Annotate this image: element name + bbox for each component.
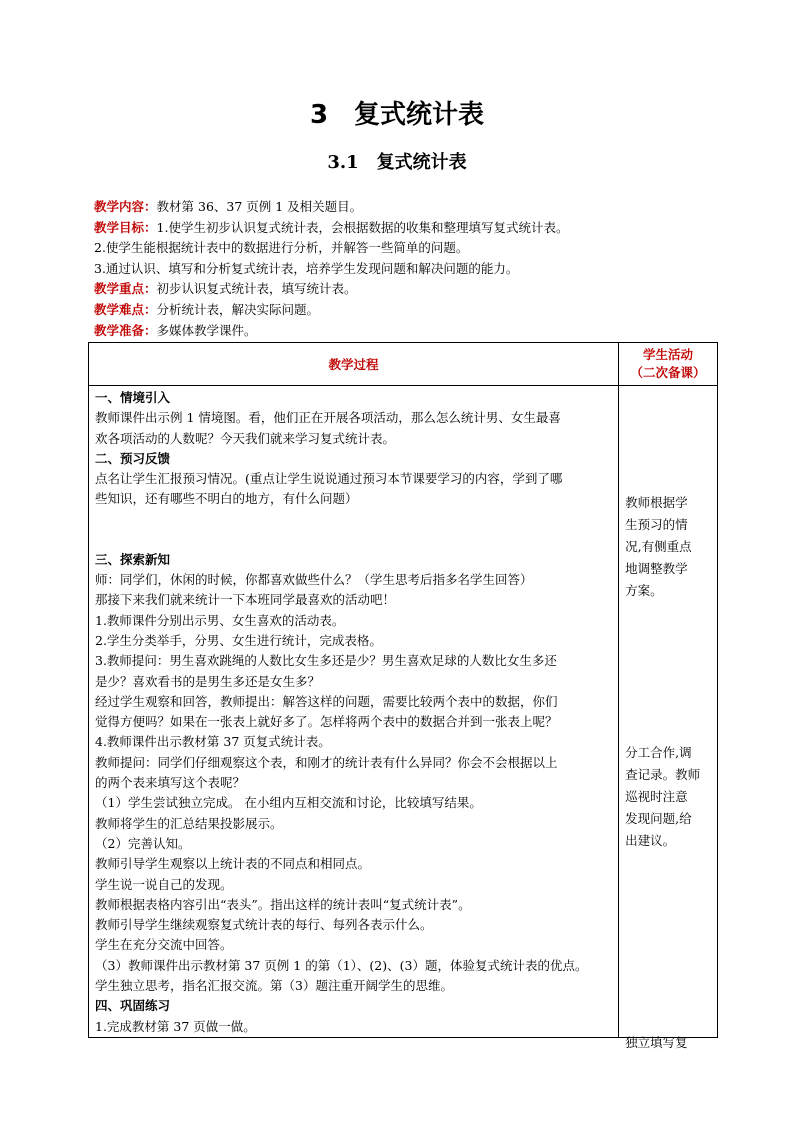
student-activity-line: 查记录。教师 [625, 767, 701, 782]
lesson-meta [94, 197, 714, 341]
meta-text: 2.使学生能根据统计表中的数据进行分析，并解答一些简单的问题。 [94, 240, 469, 256]
meta-line [94, 259, 714, 280]
meta-text: 3.通过认识、填写和分析复式统计表，培养学生发现问题和解决问题的能力。 [94, 260, 519, 276]
process-heading: 一、情境引入 [95, 390, 171, 405]
process-line: 教师引导学生继续观察复式统计表的每行、每列各表示什么。 [95, 917, 433, 933]
process-line: 觉得方便吗？如果在一张表上就好多了。怎样将两个表中的数据合并到一张表上呢？ [95, 714, 558, 730]
process-line: 1.完成教材第 37 页做一做。 [95, 1018, 256, 1034]
student-activity-line: 分工合作,调 [625, 745, 692, 760]
meta-label: 教学难点： [94, 301, 157, 317]
meta-line [94, 300, 714, 321]
process-line: 教师课件出示例 1 情境图。看，他们正在开展各项活动，那么怎么统计男、女生最喜 [95, 410, 561, 426]
process-line: 教师根据表格内容引出“表头”。指出这样的统计表叫“复式统计表”。 [95, 896, 471, 912]
process-line: 教师引导学生观察以上统计表的不同点和相同点。 [95, 856, 371, 872]
meta-line [94, 321, 714, 342]
process-line: 师：同学们，休闲的时候，你都喜欢做些什么？（学生思考后指多名学生回答） [95, 572, 533, 588]
meta-line [94, 218, 714, 239]
header-student-activity [619, 343, 718, 386]
student-activity-cell [619, 386, 718, 1050]
meta-line [94, 279, 714, 300]
student-activity-note-1 [625, 492, 711, 602]
meta-text: 教材第 36、37 页例 1 及相关题目。 [156, 199, 363, 214]
meta-line [94, 197, 714, 218]
meta-line [94, 238, 714, 259]
process-line: 学生独立思考，指名汇报交流。第（3）题注重开阔学生的思维。 [95, 978, 453, 994]
table-body-row [89, 386, 718, 1038]
process-heading: 四、巩固练习 [95, 998, 171, 1014]
section-title: 3.1 复式统计表 [327, 152, 467, 173]
process-heading: 二、预习反馈 [95, 450, 171, 466]
meta-label: 教学准备： [94, 322, 157, 338]
process-line: 经过学生观察和回答，教师提出：解答这样的问题，需要比较两个表中的数据，你们 [95, 693, 558, 709]
header-student-activity-line1: 学生活动 [643, 347, 694, 362]
process-line: 点名让学生汇报预习情况。(重点让学生说说通过预习本节课要学习的内容，学到了哪 [95, 471, 563, 487]
document-title: 3 复式统计表 [309, 100, 485, 130]
process-line: （1）学生尝试独立完成。 在小组内互相交流和讨论，比较填写结果。 [95, 795, 482, 811]
student-activity-line: 教师根据学 [625, 495, 688, 510]
meta-text: 分析统计表，解决实际问题。 [156, 301, 320, 317]
student-activity-line: 方案。 [625, 583, 663, 598]
process-line: 欢各项活动的人数呢？今天我们就来学习复式统计表。 [95, 430, 396, 446]
student-activity-line: 生预习的情 [625, 517, 688, 532]
meta-text: 多媒体教学课件。 [156, 322, 257, 338]
lesson-table [88, 342, 718, 1050]
process-line: 教师将学生的汇总结果投影展示。 [95, 815, 283, 831]
student-activity-line: 地调整教学 [625, 561, 688, 576]
process-line: 2.学生分类举手，分男、女生进行统计，完成表格。 [95, 632, 382, 648]
student-activity-line: 况,有侧重点 [625, 539, 692, 554]
header-teaching-process: 教学过程 [89, 343, 619, 386]
process-line: 学生在充分交流中回答。 [95, 937, 233, 953]
header-student-activity-line2: （二次备课） [630, 365, 706, 380]
teaching-process-cell [89, 386, 619, 1038]
meta-label: 教学内容： [94, 199, 157, 214]
spacer [95, 510, 612, 550]
process-line: 那接下来我们就来统计一下本班同学最喜欢的活动吧！ [95, 592, 396, 608]
process-line: 学生说一说自己的发现。 [95, 876, 233, 892]
process-line: 的两个表来填写这个表呢？ [95, 775, 246, 791]
meta-label: 教学目标： [94, 219, 157, 235]
meta-text: 1.使学生初步认识复式统计表，会根据数据的收集和整理填写复式统计表。 [156, 219, 569, 235]
meta-label: 教学重点： [94, 281, 157, 297]
student-activity-line: 出建议。 [625, 833, 676, 848]
process-line: 教师提问：同学们仔细观察这个表，和刚才的统计表有什么异同？你会不会根据以上 [95, 754, 558, 770]
process-line: 4.教师课件出示教材第 37 页复式统计表。 [95, 734, 331, 750]
student-activity-note-2 [625, 742, 711, 852]
process-line: （2）完善认知。 [95, 835, 191, 851]
process-line: 3.教师提问：男生喜欢跳绳的人数比女生多还是少？男生喜欢足球的人数比女生多还 [95, 653, 557, 669]
student-activity-note-3 [625, 1032, 711, 1054]
process-heading: 三、探索新知 [95, 551, 171, 567]
process-line: 是少？喜欢看书的是男生多还是女生多？ [95, 673, 321, 689]
meta-text: 初步认识复式统计表，填写统计表。 [156, 281, 357, 297]
student-activity-line: 发现问题,给 [625, 811, 692, 826]
student-activity-line: 独立填写复 [625, 1035, 688, 1050]
process-line: （3）教师课件出示教材第 37 页例 1 的第（1）、(2)、(3）题，体验复式统计表的优点。 [95, 957, 588, 973]
student-activity-line: 巡视时注意 [625, 789, 688, 804]
process-line: 些知识，还有哪些不明白的地方，有什么问题） [95, 491, 358, 507]
process-line: 1.教师课件分别出示男、女生喜欢的活动表。 [95, 612, 345, 628]
table-header-row [89, 343, 718, 386]
